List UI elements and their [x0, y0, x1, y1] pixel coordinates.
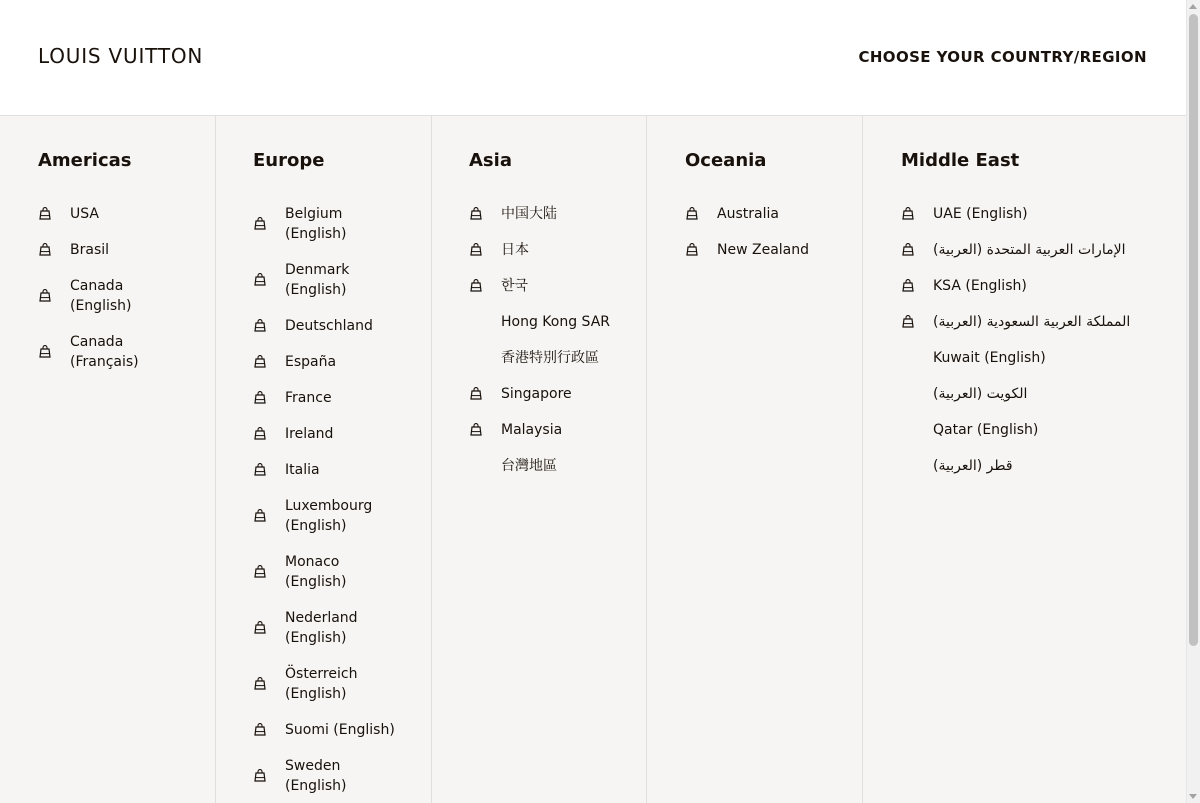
- country-region-list: [0, 116, 1186, 803]
- region-title-oceania: Oceania: [685, 150, 767, 171]
- country-link-denmark-english[interactable]: [216, 260, 432, 300]
- country-link-c2-0[interactable]: [432, 204, 647, 224]
- country-label: USA: [70, 206, 99, 222]
- region-column-europe: [216, 116, 432, 803]
- country-link-usa[interactable]: [0, 204, 216, 224]
- shopping-bag-icon: [253, 390, 267, 404]
- brand-logo[interactable]: LOUIS VUITTON: [38, 44, 204, 68]
- region-title-middle-east: Middle East: [901, 150, 1020, 171]
- region-column-middle-east: [863, 116, 1186, 803]
- country-label: Sweden (English): [285, 758, 347, 794]
- country-label: Österreich (English): [285, 666, 358, 702]
- country-label: Monaco (English): [285, 554, 347, 590]
- country-link-malaysia[interactable]: [432, 420, 647, 440]
- shopping-bag-icon: [469, 206, 483, 220]
- country-link-c2-1[interactable]: [432, 240, 647, 260]
- shopping-bag-icon: [253, 354, 267, 368]
- country-label: Denmark (English): [285, 262, 350, 298]
- shopping-bag-icon: [253, 676, 267, 690]
- country-link-c4-3[interactable]: [863, 312, 1186, 332]
- country-label: Suomi (English): [285, 722, 395, 738]
- region-title-asia: Asia: [469, 150, 512, 171]
- shopping-bag-icon: [38, 206, 52, 220]
- region-title-europe: Europe: [253, 150, 325, 171]
- shopping-bag-icon: [685, 206, 699, 220]
- country-label: الإمارات العربية المتحدة (العربية): [933, 242, 1126, 258]
- country-link-kuwait-english[interactable]: [863, 348, 1186, 368]
- country-label: Canada (Français): [70, 334, 139, 370]
- country-label: Canada (English): [70, 278, 132, 314]
- shopping-bag-icon: [253, 722, 267, 736]
- country-label: Australia: [717, 206, 779, 222]
- country-label: 台灣地區: [501, 458, 557, 474]
- region-column-asia: [432, 116, 647, 803]
- country-label: Qatar (English): [933, 422, 1039, 438]
- scroll-up-arrow-icon[interactable]: [1189, 4, 1197, 9]
- country-label: Deutschland: [285, 318, 373, 334]
- scrollbar-thumb[interactable]: [1189, 14, 1198, 646]
- country-link-qatar-english[interactable]: [863, 420, 1186, 440]
- page-title: CHOOSE YOUR COUNTRY/REGION: [858, 48, 1147, 66]
- country-link-sweden-english[interactable]: [216, 756, 432, 796]
- country-link-belgium-english[interactable]: [216, 204, 432, 244]
- shopping-bag-icon: [38, 242, 52, 256]
- page-header: [0, 0, 1186, 116]
- country-link-espa-a[interactable]: [216, 352, 432, 372]
- shopping-bag-icon: [253, 272, 267, 286]
- country-label: New Zealand: [717, 242, 809, 258]
- country-link-c4-7[interactable]: [863, 456, 1186, 476]
- shopping-bag-icon: [253, 564, 267, 578]
- country-link-new-zealand[interactable]: [647, 240, 863, 260]
- scroll-down-arrow-icon[interactable]: [1189, 794, 1197, 799]
- shopping-bag-icon: [253, 462, 267, 476]
- country-label: قطر (العربية): [933, 458, 1013, 474]
- country-link-c2-4[interactable]: [432, 348, 647, 368]
- country-label: Belgium (English): [285, 206, 347, 242]
- shopping-bag-icon: [253, 768, 267, 782]
- shopping-bag-icon: [469, 386, 483, 400]
- shopping-bag-icon: [253, 508, 267, 522]
- country-label: 中国大陆: [501, 206, 557, 222]
- country-link-brasil[interactable]: [0, 240, 216, 260]
- region-title-americas: Americas: [38, 150, 132, 171]
- country-label: Hong Kong SAR: [501, 314, 611, 330]
- country-link-c4-5[interactable]: [863, 384, 1186, 404]
- country-link-luxembourg-english[interactable]: [216, 496, 432, 536]
- country-link-ireland[interactable]: [216, 424, 432, 444]
- page-scrollbar[interactable]: [1186, 0, 1200, 803]
- country-link-hong-kong-sar[interactable]: [432, 312, 647, 332]
- country-link-canada-english[interactable]: [0, 276, 216, 316]
- shopping-bag-icon: [469, 278, 483, 292]
- shopping-bag-icon: [253, 620, 267, 634]
- country-label: KSA (English): [933, 278, 1027, 294]
- country-label: 香港特別行政區: [501, 350, 599, 366]
- country-link-uae-english[interactable]: [863, 204, 1186, 224]
- country-link-italia[interactable]: [216, 460, 432, 480]
- country-label: France: [285, 390, 332, 406]
- shopping-bag-icon: [38, 288, 52, 302]
- country-link-c4-1[interactable]: [863, 240, 1186, 260]
- country-link-france[interactable]: [216, 388, 432, 408]
- country-label: Luxembourg (English): [285, 498, 373, 534]
- country-label: Singapore: [501, 386, 572, 402]
- country-label: España: [285, 354, 337, 370]
- country-link-nederland-english[interactable]: [216, 608, 432, 648]
- region-column-americas: [0, 116, 216, 803]
- country-link-suomi-english[interactable]: [216, 720, 432, 740]
- country-label: UAE (English): [933, 206, 1028, 222]
- country-label: Italia: [285, 462, 320, 478]
- country-label: Kuwait (English): [933, 350, 1046, 366]
- country-link-canada-fran-ais[interactable]: [0, 332, 216, 372]
- country-label: المملكة العربية السعودية (العربية): [933, 314, 1131, 330]
- shopping-bag-icon: [901, 206, 915, 220]
- shopping-bag-icon: [901, 314, 915, 328]
- shopping-bag-icon: [253, 318, 267, 332]
- country-label: Malaysia: [501, 422, 563, 438]
- country-link-ksa-english[interactable]: [863, 276, 1186, 296]
- shopping-bag-icon: [469, 422, 483, 436]
- shopping-bag-icon: [38, 344, 52, 358]
- country-label: Brasil: [70, 242, 110, 258]
- country-link-singapore[interactable]: [432, 384, 647, 404]
- country-link-c2-7[interactable]: [432, 456, 647, 476]
- country-link-c2-2[interactable]: [432, 276, 647, 296]
- country-label: 한국: [501, 278, 529, 294]
- shopping-bag-icon: [901, 278, 915, 292]
- country-label: Ireland: [285, 426, 334, 442]
- country-link-australia[interactable]: [647, 204, 863, 224]
- country-link-sterreich-english[interactable]: [216, 664, 432, 704]
- country-label: الكويت (العربية): [933, 386, 1028, 402]
- shopping-bag-icon: [901, 242, 915, 256]
- region-column-oceania: [647, 116, 863, 803]
- shopping-bag-icon: [253, 216, 267, 230]
- country-link-monaco-english[interactable]: [216, 552, 432, 592]
- shopping-bag-icon: [469, 242, 483, 256]
- country-label: 日本: [501, 242, 529, 258]
- country-label: Nederland (English): [285, 610, 358, 646]
- shopping-bag-icon: [253, 426, 267, 440]
- shopping-bag-icon: [685, 242, 699, 256]
- country-link-deutschland[interactable]: [216, 316, 432, 336]
